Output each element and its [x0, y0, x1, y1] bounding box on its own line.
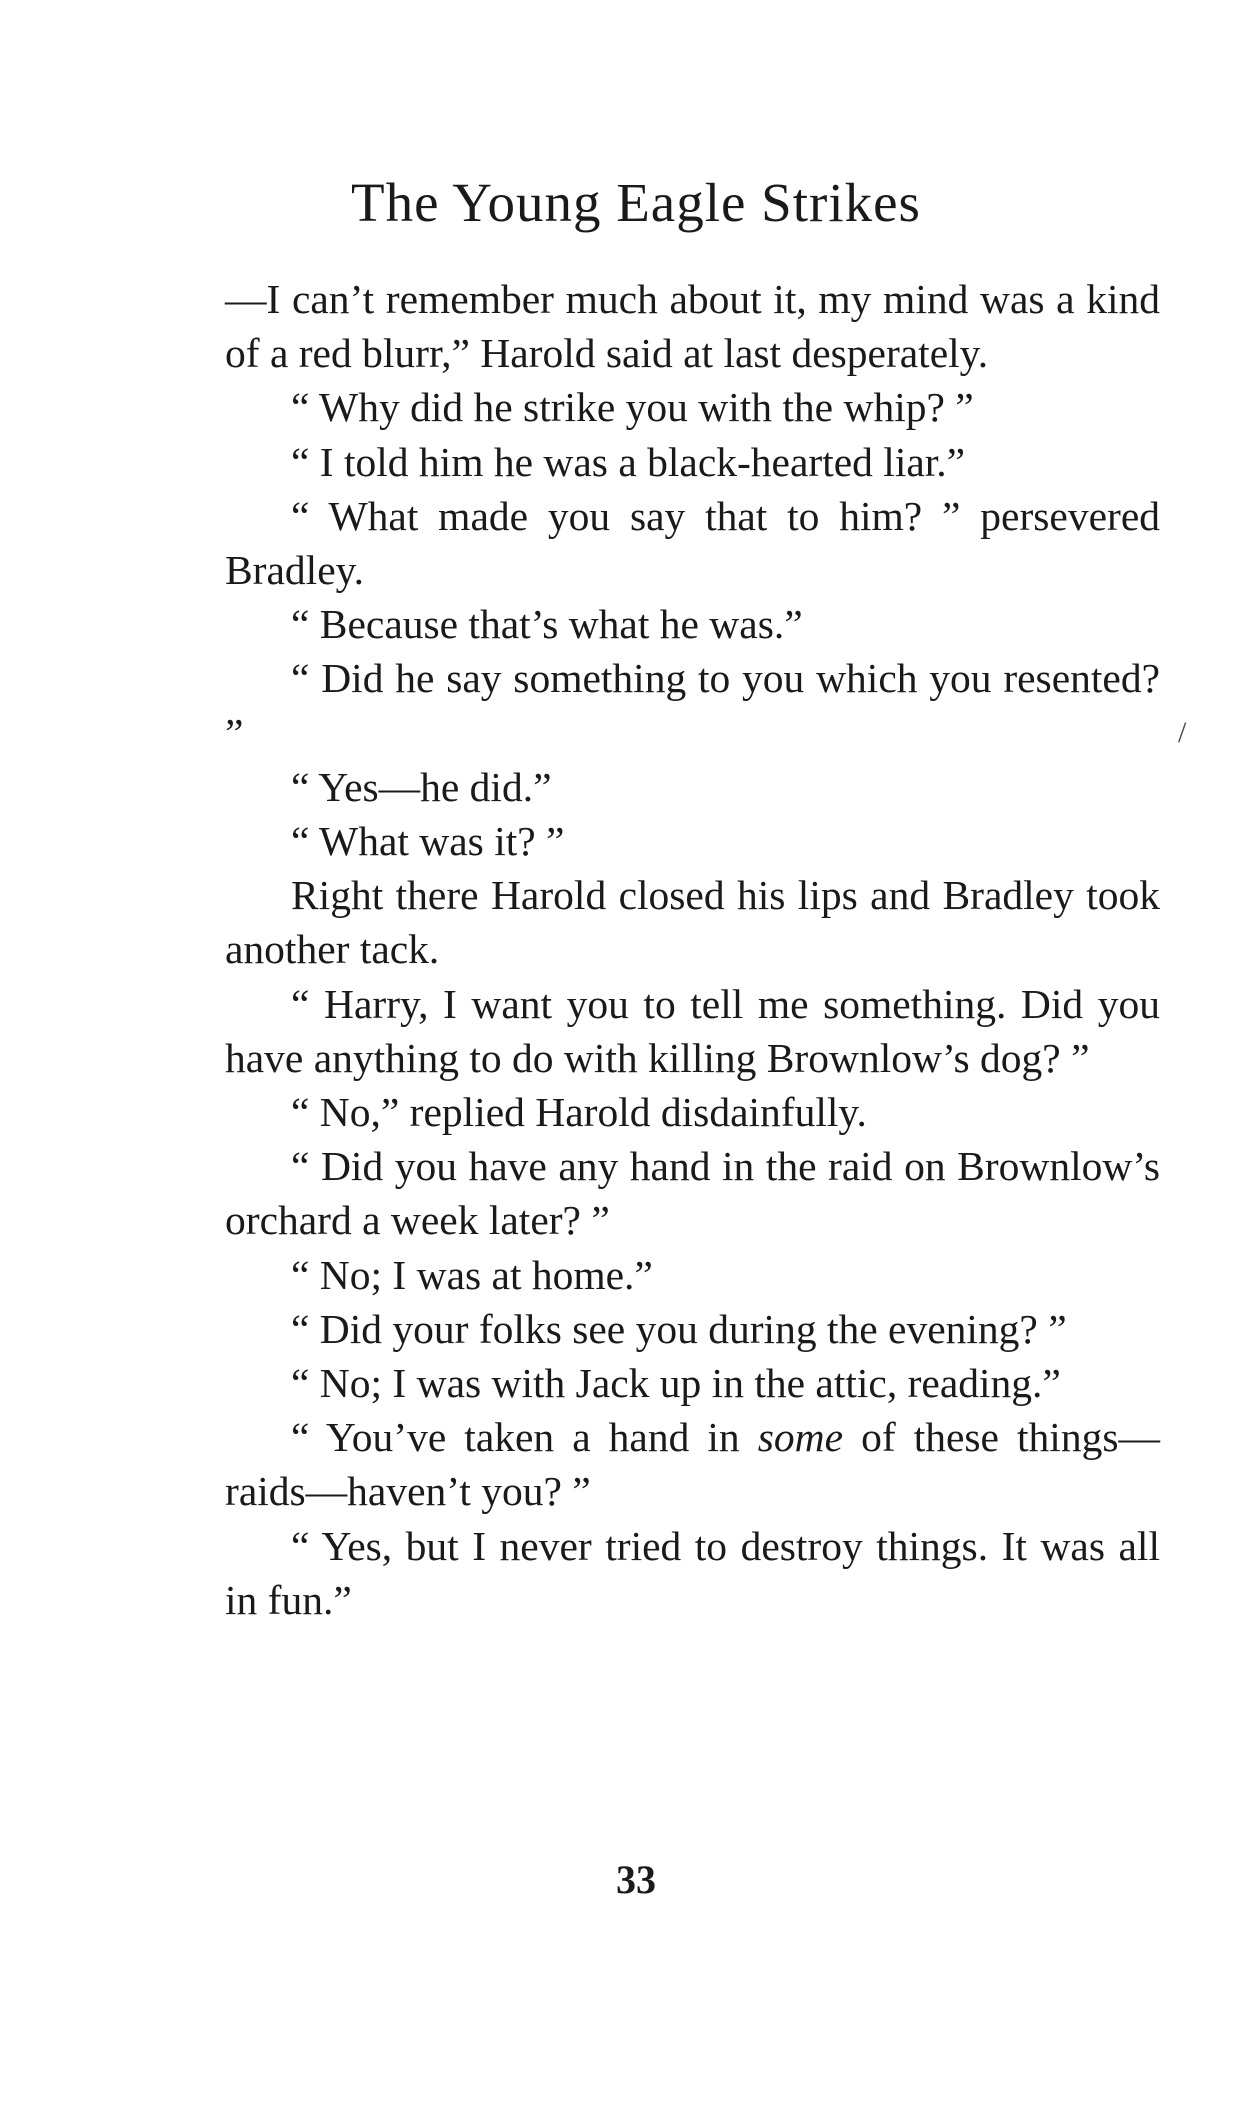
paragraph [225, 814, 1160, 868]
paragraph-text: of these things—raids—haven’t you? ” [225, 1414, 1160, 1515]
paragraph [225, 868, 1160, 976]
paragraph-text: “ No,” replied Harold disdainfully. [291, 1089, 867, 1136]
paragraph-text: “ Did your folks see you during the evening? ” [291, 1305, 1067, 1352]
paragraph-text: “ No; I was at home.” [291, 1251, 653, 1298]
paragraph-text: “ Why did he strike you with the whip? ” [291, 384, 974, 431]
body-text [225, 272, 1160, 1627]
paragraph-text: —I can’t remember much about it, my mind was a kind of a red blurr,” Harold said at last desperately. [225, 276, 1160, 377]
paragraph-text: “ Yes, but I never tried to destroy things. It was all in fun.” [225, 1522, 1160, 1623]
paragraph-text: “ Because that’s what he was.” [291, 601, 803, 648]
paragraph [225, 1519, 1160, 1627]
margin-mark: / [1178, 716, 1187, 749]
paragraph [225, 1085, 1160, 1139]
paragraph [225, 760, 1160, 814]
paragraph [225, 380, 1160, 434]
paragraph [225, 489, 1160, 597]
paragraph-text: “ Did you have any hand in the raid on Brownlow’s orchard a week later? ” [225, 1143, 1160, 1244]
page-number: 33 [616, 1857, 656, 1902]
paragraph [225, 1302, 1160, 1356]
paragraph-text: “ What made you say that to him? ” persevered Bradley. [225, 492, 1160, 594]
paragraph-text: “ I told him he was a black-hearted liar.” [291, 438, 966, 485]
paragraph-text: “ You’ve taken a hand in [291, 1414, 758, 1461]
paragraph [225, 1410, 1160, 1518]
paragraph-text: “ Did he say something to you which you resented? ” [225, 655, 1160, 756]
paragraph-text: “ No; I was with Jack up in the attic, reading.” [291, 1360, 1061, 1407]
emphasized-text: some [757, 1414, 844, 1461]
paragraph [225, 977, 1160, 1085]
paragraph [225, 1356, 1160, 1410]
paragraph [225, 435, 1160, 489]
paragraph [225, 272, 1160, 380]
paragraph-text: Right there Harold closed his lips and Bradley took another tack. [225, 872, 1160, 973]
paragraph-text: “ What was it? ” [291, 818, 565, 865]
paragraph [225, 597, 1160, 651]
paragraph [225, 1139, 1160, 1247]
paragraph-text: “ Harry, I want you to tell me something. Did you have anything to do with killing Brownlow’s dog? ” [225, 980, 1160, 1081]
paragraph [225, 651, 1160, 759]
running-head: The Young Eagle Strikes [351, 172, 921, 233]
paragraph-text: “ Yes—he did.” [291, 763, 552, 810]
paragraph [225, 1248, 1160, 1302]
